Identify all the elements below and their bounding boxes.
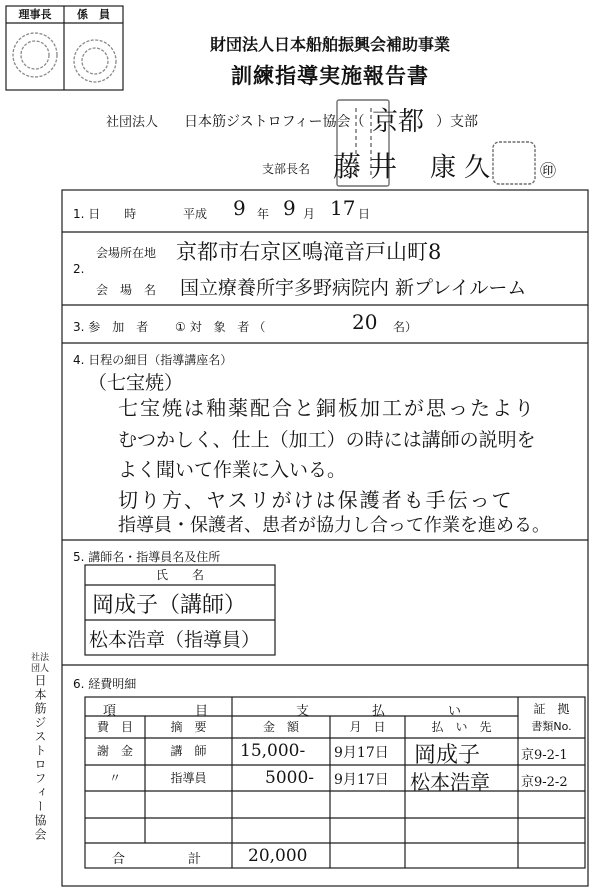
- expense-column-header: 金 額: [262, 720, 299, 734]
- organization-suffix: ）支部: [436, 114, 478, 130]
- expense-amount: 15,000-: [240, 741, 306, 761]
- expense-group-payment-header: 支払い: [296, 704, 525, 719]
- participants-target-label: ①対 象 者（: [175, 320, 270, 334]
- schedule-note-line: よく聞いて作業に入いる。: [118, 459, 347, 481]
- participants-label: 3. 参 加 者: [73, 320, 149, 334]
- staff-seal-inner: [82, 48, 108, 74]
- chairman-seal: [13, 33, 57, 77]
- side-note-prefix-top: 社法: [31, 653, 50, 663]
- staff-table-header: 氏 名: [155, 568, 204, 582]
- expense-description: 講 師: [170, 744, 207, 758]
- expense-category: 謝 金: [96, 744, 133, 758]
- expense-category: 〃: [108, 771, 121, 785]
- date-month: 9: [283, 196, 296, 220]
- date-label: 1. 日 時: [73, 207, 137, 221]
- staff-entry: 松本浩章（指導員）: [89, 629, 261, 651]
- venue-name: 国立療養所宇多野病院内 新プレイルーム: [180, 277, 527, 299]
- staff-section-label: 5. 講師名・指導員名及住所: [73, 550, 221, 564]
- branch-chief-surname: 藤井: [333, 150, 406, 183]
- chairman-seal-inner: [21, 41, 49, 69]
- participants-count: 20: [352, 310, 378, 334]
- organization-prefix: 社団法人: [106, 115, 159, 130]
- date-month-unit: 月: [303, 207, 316, 221]
- venue-address-label: 会場所在地: [96, 246, 157, 260]
- expense-column-header: 払 い 先: [431, 720, 492, 734]
- expense-column-header: 月 日: [349, 720, 386, 734]
- expense-total-label: 合計: [112, 852, 265, 867]
- date-day: 17: [330, 196, 356, 220]
- date-year-unit: 年: [257, 207, 270, 221]
- expense-amount: 5000-: [265, 768, 315, 788]
- approval-header-chairman: 理事長: [18, 8, 52, 21]
- course-name: （七宝焼）: [88, 372, 184, 394]
- expense-receipt-number: 京9-2-2: [521, 775, 568, 790]
- venue-name-label: 会 場 名: [96, 283, 157, 297]
- expense-evidence-header-top: 証 拠: [533, 702, 570, 716]
- venue-section-number: 2.: [73, 262, 85, 276]
- staff-seal: [74, 40, 116, 82]
- approval-header-staff: 係 員: [77, 8, 110, 21]
- chief-name-seal: [493, 142, 535, 184]
- branch-chief-label: 支部長名: [262, 162, 311, 176]
- schedule-note-line: 七宝焼は釉薬配合と銅板加工が思ったより: [118, 396, 536, 420]
- side-note-prefix-bottom: 団人: [31, 664, 50, 674]
- staff-entry: 岡成子（講師）: [92, 593, 247, 618]
- expense-evidence-header-bottom: 書類No.: [531, 720, 572, 733]
- report-subtitle: 訓練指導実施報告書: [231, 64, 429, 88]
- report-title: 財団法人日本船舶振興会補助事業: [209, 35, 450, 54]
- expense-section-label: 6. 経費明細: [73, 677, 137, 691]
- schedule-note-line: むつかしく、仕上（加工）の時には講師の説明を: [118, 429, 536, 451]
- date-era: 平成: [183, 207, 208, 221]
- schedule-note-line: 切り方、ヤスリがけは保護者も手伝って: [118, 488, 514, 512]
- expense-date: 9月17日: [334, 745, 389, 761]
- expense-column-header: 費 目: [96, 720, 133, 734]
- organization-name: 日本筋ジストロフィー協会（: [184, 114, 365, 130]
- expense-column-header: 摘 要: [170, 720, 207, 734]
- expense-receipt-number: 京9-2-1: [521, 748, 568, 763]
- date-day-unit: 日: [358, 207, 371, 221]
- date-year: 9: [233, 196, 246, 220]
- venue-address: 京都市右京区鳴滝音戸山町8: [176, 240, 442, 264]
- branch-chief-given-name: 康久: [430, 153, 499, 183]
- expense-description: 指導員: [170, 771, 207, 785]
- organization-branch: 京都: [372, 107, 425, 137]
- expense-total-amount: 20,000: [248, 846, 308, 866]
- seal-mark: ㊞: [540, 161, 557, 180]
- participants-count-unit: 名）: [393, 320, 418, 334]
- schedule-note-line: 指導員・保護者、患者が協力し合って作業を進める。: [118, 515, 550, 536]
- schedule-label: 4. 日程の細目（指導講座名）: [73, 353, 233, 367]
- expense-date: 9月17日: [334, 772, 389, 788]
- expense-payee: 松本浩章: [410, 770, 490, 794]
- expense-group-item-header: 項目: [103, 704, 288, 719]
- side-note-organization: 日本筋ジストロフィー協会: [33, 674, 47, 842]
- expense-payee: 岡成子: [414, 743, 481, 768]
